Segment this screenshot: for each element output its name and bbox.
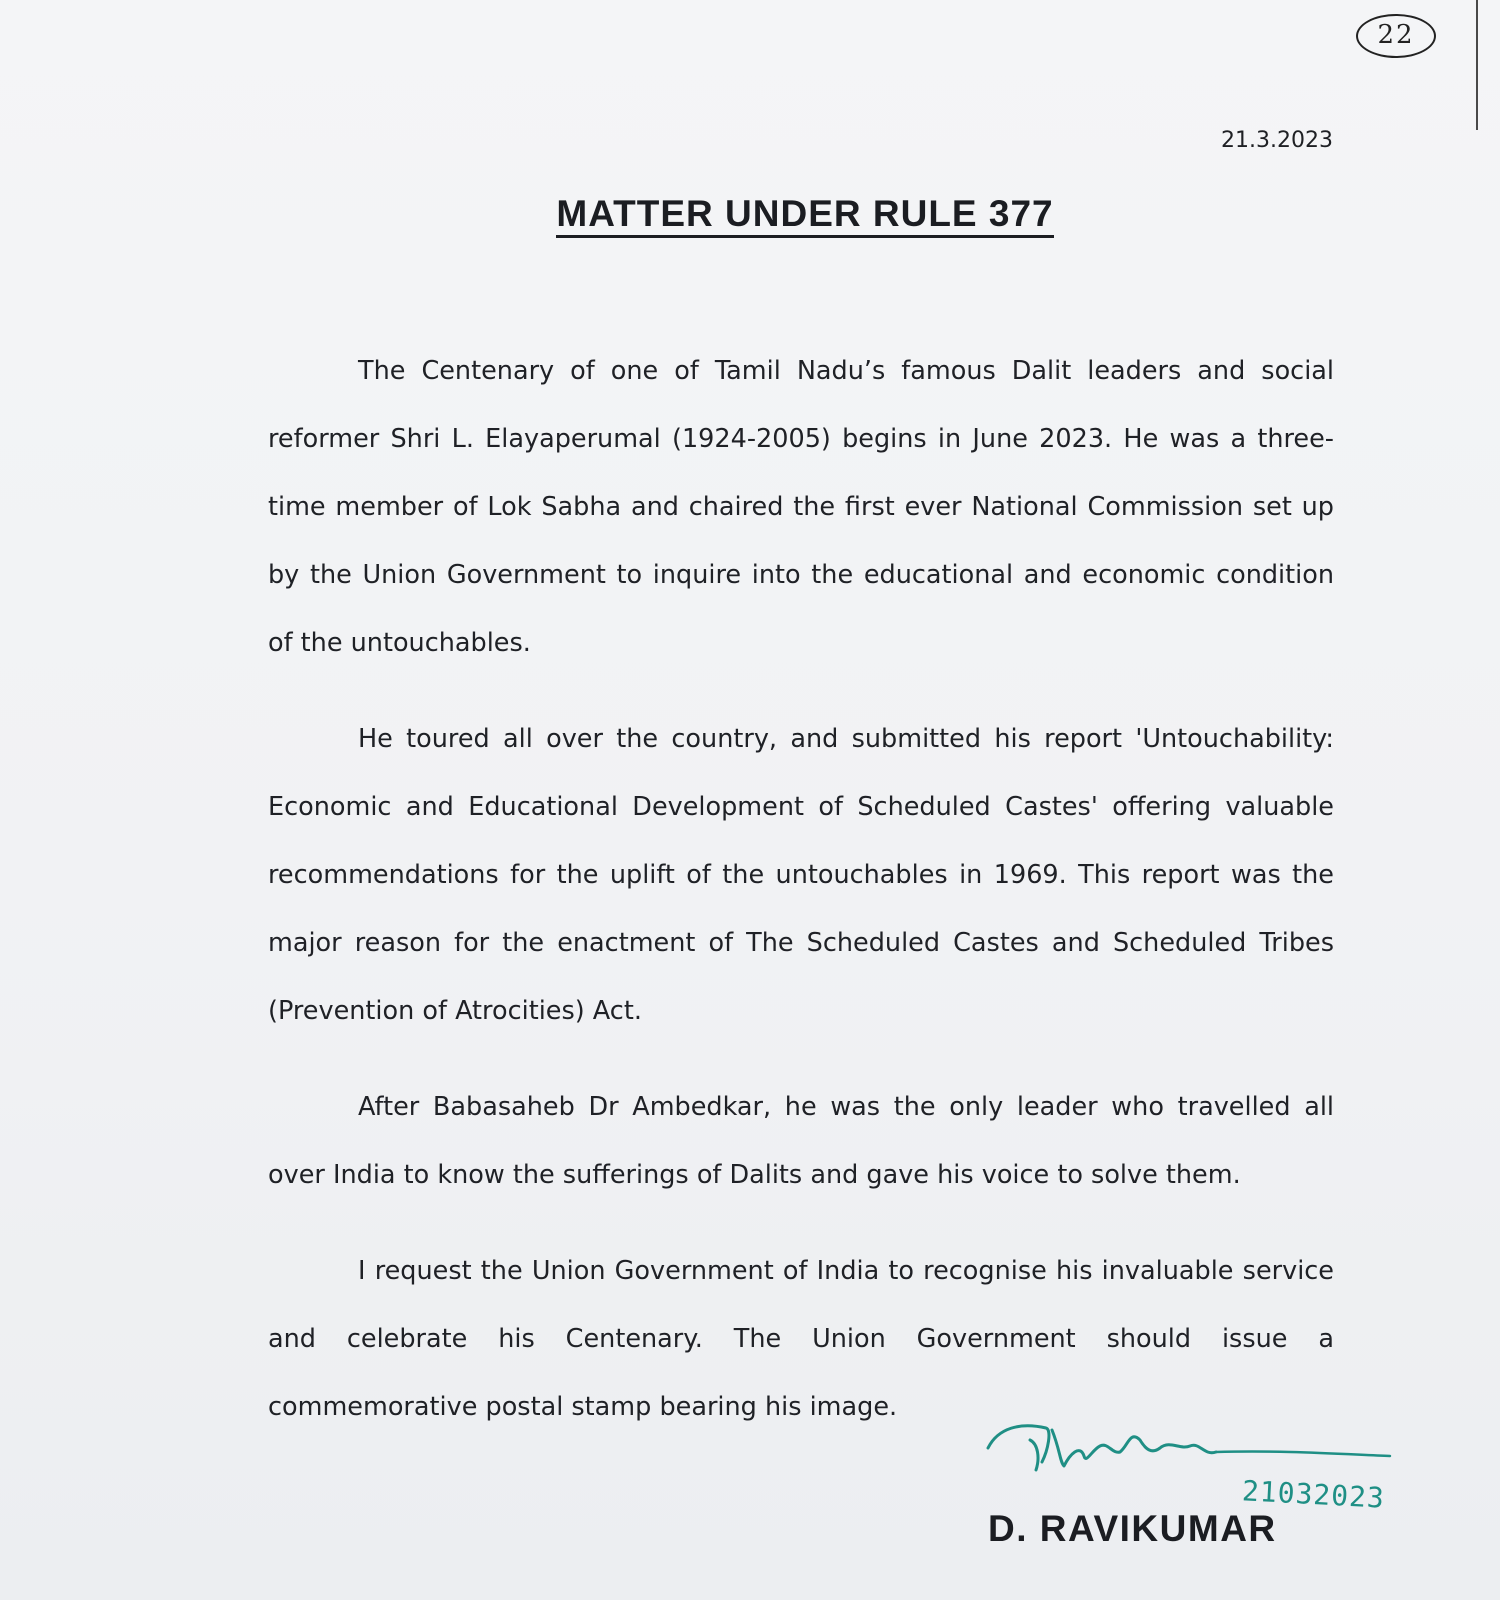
paragraph-2: He toured all over the country, and submitted his report 'Untouchability: Economic and Educational Development of Scheduled Castes' offering valuable recommendations for the uplift of the untouchables in 1969. This report was the major reason for the enactment of The Scheduled Castes and Scheduled Tribes (Prevention of Atrocities) Act. (268, 724, 1334, 1026)
page-number-circle: 22 (1356, 14, 1436, 58)
paragraph-3: After Babasaheb Dr Ambedkar, he was the only leader who travelled all over India to know the sufferings of Dalits and gave his voice to solve them. (268, 1092, 1334, 1190)
page-edge-line (1476, 0, 1478, 130)
signature-block (980, 1410, 1420, 1520)
paragraph-1: The Centenary of one of Tamil Nadu’s famous Dalit leaders and social reformer Shri L. Elayaperumal (1924-2005) begins in June 2023. He was a three-time member of Lok Sabha and chaired the first ever National Commission set up by the Union Government to inquire into the educational and economic condition of the untouchables. (268, 356, 1334, 658)
paragraph-4: I request the Union Government of India to recognise his invaluable service and celebrate his Centenary. The Union Government should issue a commemorative postal stamp bearing his image. (268, 1256, 1334, 1422)
document-body (268, 337, 1334, 1441)
title-text: MATTER UNDER RULE 377 (556, 194, 1053, 238)
document-date: 21.3.2023 (1221, 128, 1333, 153)
document-title (0, 193, 1500, 238)
signature-date: 21032023 (1241, 1474, 1386, 1515)
signatory-name: D. RAVIKUMAR (988, 1508, 1277, 1549)
